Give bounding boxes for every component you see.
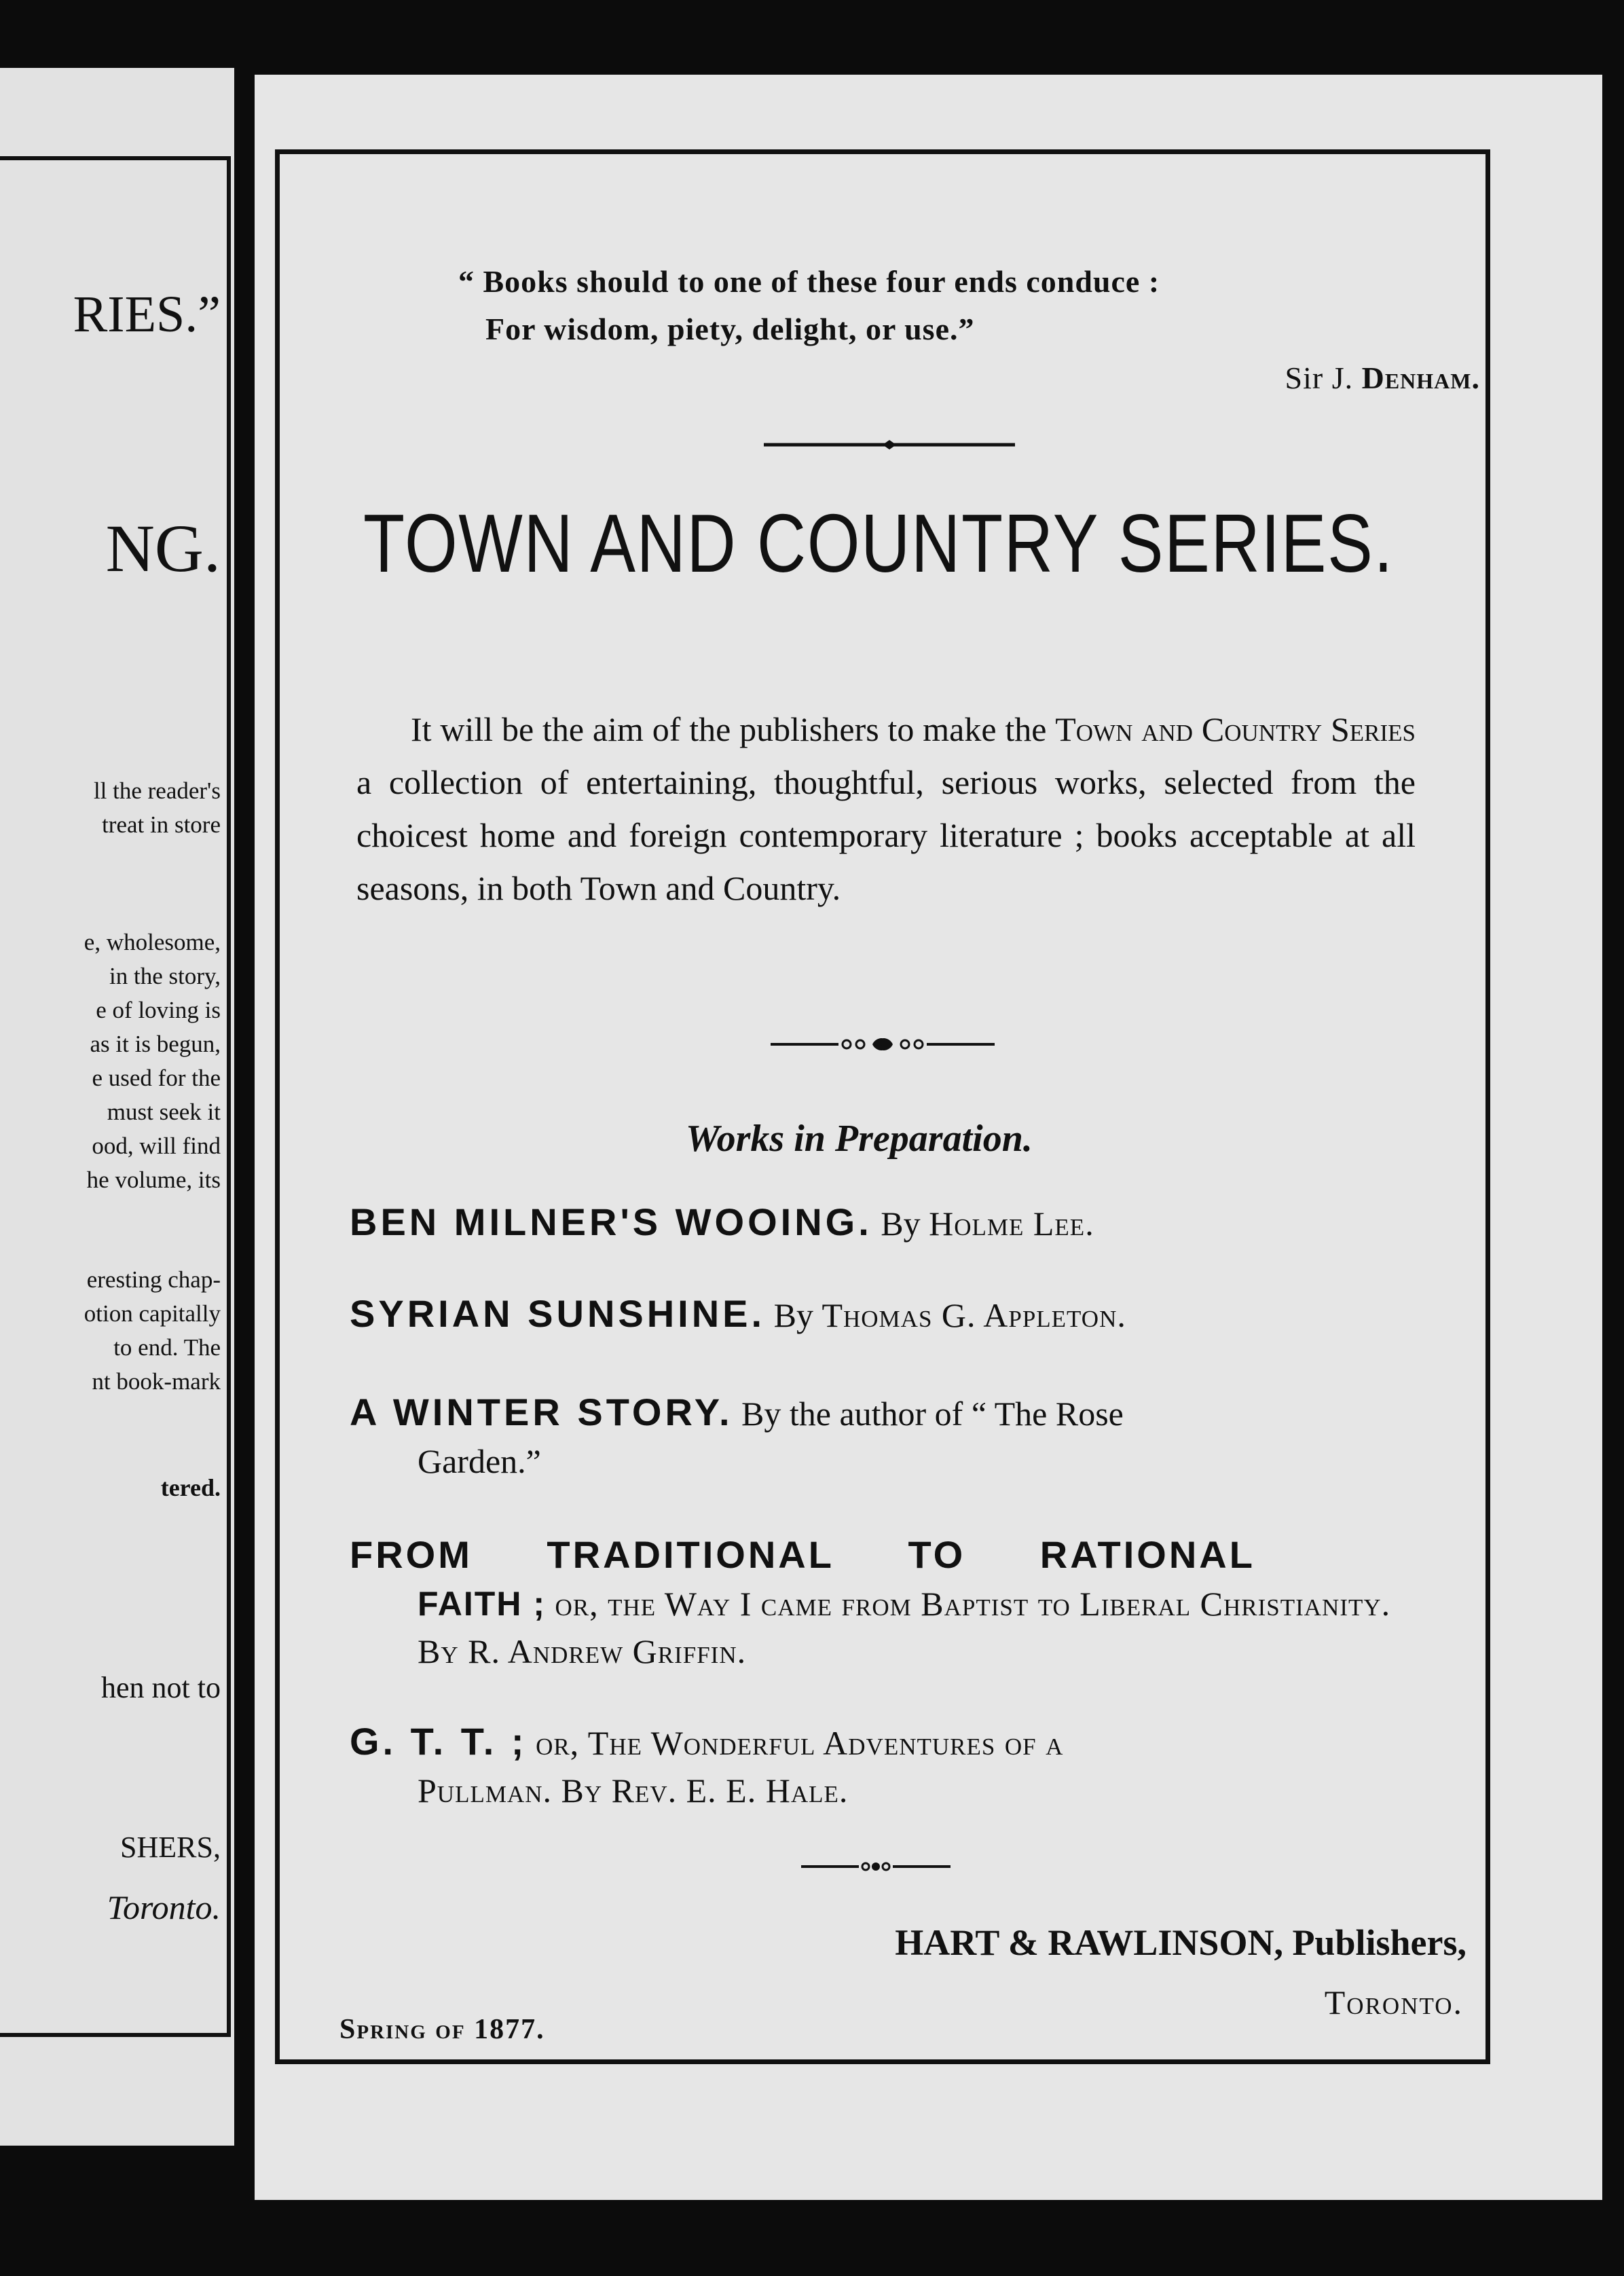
left-publishers-fragment: SHERS, <box>120 1831 221 1864</box>
publication-date: Spring of 1877. <box>339 2014 545 2045</box>
left-text-line: hen not to <box>101 1671 221 1704</box>
works-heading: Works in Preparation. <box>686 1118 1033 1160</box>
left-series-fragment: RIES.” <box>73 286 221 343</box>
left-text-line: eresting chap- <box>86 1266 221 1293</box>
work-title: FROM TRADITIONAL TO RATIONAL <box>350 1533 1255 1576</box>
work-subtitle: or, The Wonderful Adventures of a <box>536 1724 1064 1762</box>
work-entry <box>350 1531 1409 1675</box>
left-city-fragment: Toronto. <box>107 1888 221 1926</box>
series-title: TOWN AND COUNTRY SERIES. <box>363 497 1394 589</box>
work-entry <box>350 1198 1409 1247</box>
work-author: Holme Lee. <box>929 1205 1094 1243</box>
work-title-continued: FAITH ; <box>418 1585 546 1623</box>
publisher-city: Toronto. <box>1324 1983 1463 2021</box>
work-title: A WINTER STORY. <box>350 1391 733 1433</box>
work-title: BEN MILNER'S WOOING. <box>350 1200 872 1243</box>
left-page-border <box>0 156 231 2037</box>
work-by: By <box>881 1205 929 1243</box>
small-ornament <box>801 1859 951 1874</box>
epigraph-line-1: “ Books should to one of these four ends conduce : <box>458 264 1160 299</box>
intro-series-name: Town and Country Series <box>1055 710 1416 748</box>
left-text-line: otion capitally <box>84 1300 221 1327</box>
work-entry <box>350 1290 1409 1339</box>
work-entry <box>350 1389 1409 1485</box>
left-text-line: e of loving is <box>96 997 221 1023</box>
work-title: SYRIAN SUNSHINE. <box>350 1292 766 1335</box>
left-text-line: in the story, <box>109 963 221 989</box>
publisher-name: HART & RAWLINSON, Publishers, <box>895 1922 1466 1963</box>
scroll-ornament <box>771 1034 995 1054</box>
work-by: By the author of “ The Rose <box>741 1395 1124 1433</box>
left-text-line: must seek it <box>107 1099 221 1125</box>
attribution-prefix: Sir J. <box>1285 361 1362 395</box>
left-text-line: e used for the <box>92 1065 221 1091</box>
intro-text-1: It will be the aim of the publishers to make the <box>411 710 1056 748</box>
advertisement-page <box>255 75 1602 2200</box>
work-by: By <box>773 1296 822 1334</box>
left-text-line: ood, will find <box>92 1133 221 1159</box>
left-text-line: as it is begun, <box>90 1031 221 1057</box>
attribution-name: Denham. <box>1361 361 1480 395</box>
left-text-line: e, wholesome, <box>84 929 221 955</box>
work-entry <box>350 1718 1409 1814</box>
left-title-fragment: NG. <box>105 511 221 586</box>
work-author: Thomas G. Appleton. <box>822 1296 1126 1334</box>
left-text-line: nt book-mark <box>92 1368 221 1395</box>
work-continuation: Pullman. By Rev. E. E. Hale. <box>418 1772 849 1810</box>
work-subtitle: or, the Way I came from Baptist to Liberal Christianity. By R. Andrew Griffin. <box>418 1585 1391 1670</box>
divider-ornament <box>764 438 1015 452</box>
epigraph-attribution <box>1285 360 1480 396</box>
work-continuation <box>350 1580 1409 1675</box>
left-text-line: to end. The <box>113 1334 221 1361</box>
left-text-line: ll the reader's <box>93 777 221 804</box>
epigraph-line-2: For wisdom, piety, delight, or use.” <box>485 312 975 346</box>
left-bold-fragment: tered. <box>160 1474 221 1501</box>
intro-text-2: a collection of entertaining, thoughtful, serious works, selected from the choicest home and foreign contemporary literature ; books acceptable at all seasons, in both Town and Country. <box>356 763 1416 907</box>
left-text-line: he volume, its <box>86 1167 221 1193</box>
series-description <box>356 703 1416 915</box>
work-continuation: Garden.” <box>418 1442 541 1480</box>
left-page-fragment <box>0 68 234 2146</box>
left-text-line: treat in store <box>102 811 221 838</box>
work-title: G. T. T. ; <box>350 1720 528 1763</box>
epigraph <box>458 258 1160 353</box>
